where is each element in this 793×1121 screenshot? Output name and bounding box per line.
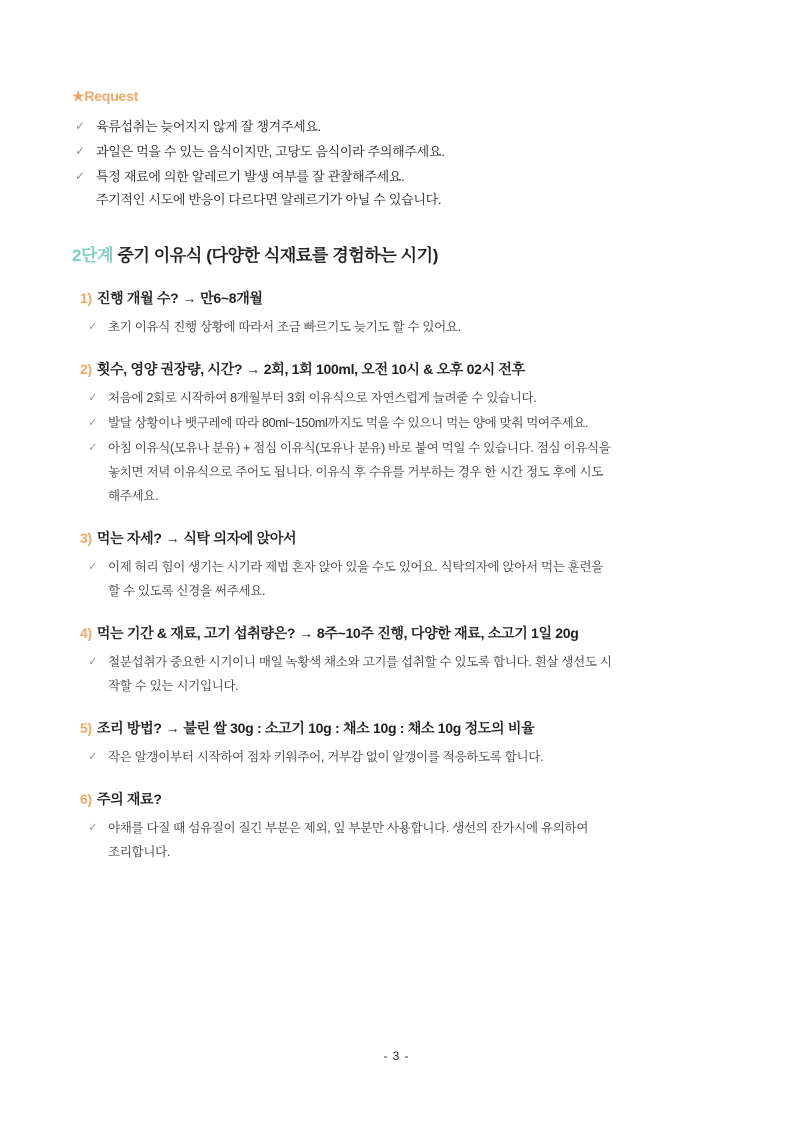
qa-answer-text: 2회, 1회 100ml, 오전 10시 & 오후 02시 전후 xyxy=(263,361,525,377)
list-item-text: 작은 알갱이부터 시작하여 점차 키워주어, 거부감 없이 알갱이를 적응하도록 합니다. xyxy=(108,750,544,764)
qa-question-text: 진행 개월 수? xyxy=(96,290,179,306)
qa-answer-text: 불린 쌀 30g : 소고기 10g : 채소 10g : 채소 10g 정도의 비율 xyxy=(183,720,535,736)
arrow-icon: → xyxy=(299,625,313,641)
list-item-text: 처음에 2회로 시작하여 8개월부터 3회 이유식으로 자연스럽게 늘려줄 수 있습니다. xyxy=(108,391,537,405)
check-icon: ✓ xyxy=(88,561,98,573)
list-item-text: 초기 이유식 진행 상황에 따라서 조금 빠르기도 늦기도 할 수 있어요. xyxy=(108,320,461,334)
qa-sublist xyxy=(72,555,721,603)
qa-answer-text: 만6~8개월 xyxy=(200,290,263,306)
qa-number: 2) xyxy=(80,361,92,377)
list-item xyxy=(86,745,721,769)
qa-question-text: 조리 방법? xyxy=(96,720,162,736)
check-icon: ✓ xyxy=(88,822,98,834)
qa-block-2 xyxy=(72,359,721,508)
qa-block-3 xyxy=(72,528,721,603)
list-item-text-continuation: 할 수 있도록 신경을 써주세요. xyxy=(108,584,266,598)
qa-question xyxy=(72,789,721,809)
arrow-icon: → xyxy=(246,361,260,377)
qa-number: 6) xyxy=(80,791,92,807)
request-section xyxy=(72,88,721,211)
qa-question xyxy=(72,288,721,308)
check-icon: ✓ xyxy=(75,169,85,183)
check-icon: ✓ xyxy=(75,144,85,158)
list-item xyxy=(86,436,721,508)
qa-number: 4) xyxy=(80,625,92,641)
check-icon: ✓ xyxy=(75,119,85,133)
check-icon: ✓ xyxy=(88,656,98,668)
arrow-icon: → xyxy=(165,530,180,546)
list-item-text: 철분섭취가 중요한 시기이니 매일 녹황색 채소와 고기를 섭취할 수 있도록 합니다. 흰살 생선도 시 xyxy=(108,655,612,669)
qa-question xyxy=(72,718,721,738)
list-item-text: 과일은 먹을 수 있는 음식이지만, 고당도 음식이라 주의해주세요. xyxy=(96,144,445,159)
request-section-title: ★Request xyxy=(72,88,139,104)
list-item-text: 야채를 다질 때 섬유질이 질긴 부분은 제외, 잎 부분만 사용합니다. 생선의 잔가시에 유의하여 xyxy=(108,821,589,835)
request-list xyxy=(72,115,721,211)
qa-number: 1) xyxy=(80,290,92,306)
arrow-icon: → xyxy=(165,720,180,736)
qa-sublist xyxy=(72,745,721,769)
list-item xyxy=(86,816,721,864)
check-icon: ✓ xyxy=(88,321,98,333)
list-item xyxy=(86,411,721,435)
list-item-text: 발달 상황이나 뱃구레에 따라 80ml~150ml까지도 먹을 수 있으니 먹는 양에 맞춰 먹여주세요. xyxy=(108,416,589,430)
qa-block-1 xyxy=(72,288,721,339)
qa-sublist xyxy=(72,650,721,698)
qa-sublist xyxy=(72,315,721,339)
qa-question-text: 주의 재료? xyxy=(96,791,162,807)
step-title: 중기 이유식 (다양한 식재료를 경험하는 시기) xyxy=(113,246,438,265)
qa-question xyxy=(72,623,721,643)
list-item xyxy=(72,165,721,211)
list-item-text-continuation-2: 해주세요. xyxy=(108,489,159,503)
list-item xyxy=(86,386,721,410)
list-item xyxy=(72,140,721,163)
page-number: - 3 - xyxy=(383,1049,410,1063)
qa-block-5 xyxy=(72,718,721,769)
qa-sublist xyxy=(72,386,721,508)
list-item xyxy=(86,555,721,603)
qa-number: 3) xyxy=(80,530,92,546)
step-heading xyxy=(72,241,721,266)
qa-block-4 xyxy=(72,623,721,698)
qa-number: 5) xyxy=(80,720,92,736)
list-item-text-continuation: 조리합니다. xyxy=(108,845,171,859)
list-item-text-continuation: 작할 수 있는 시기입니다. xyxy=(108,679,239,693)
qa-question-text: 먹는 자세? xyxy=(96,530,162,546)
list-item-text-continuation: 주기적인 시도에 반응이 다르다면 알레르기가 아닐 수 있습니다. xyxy=(96,192,442,207)
qa-question-text: 먹는 기간 & 재료, 고기 섭취량은? xyxy=(96,625,296,641)
qa-block-6 xyxy=(72,789,721,864)
list-item xyxy=(86,650,721,698)
list-item xyxy=(86,315,721,339)
check-icon: ✓ xyxy=(88,417,98,429)
qa-sublist xyxy=(72,816,721,864)
list-item-text: 특정 재료에 의한 알레르기 발생 여부를 잘 관찰해주세요. xyxy=(96,169,405,184)
qa-question-text: 횟수, 영양 권장량, 시간? xyxy=(96,361,243,377)
qa-question xyxy=(72,359,721,379)
list-item-text: 육류섭취는 늦어지지 않게 잘 챙겨주세요. xyxy=(96,119,321,134)
list-item-text: 아침 이유식(모유나 분유) + 점심 이유식(모유나 분유) 바로 붙여 먹일 수 있습니다. 점심 이유식을 xyxy=(108,441,611,455)
step-number-label: 2단계 xyxy=(72,246,114,265)
check-icon: ✓ xyxy=(88,392,98,404)
list-item xyxy=(72,115,721,138)
list-item-text-continuation: 놓치면 저녁 이유식으로 주어도 됩니다. 이유식 후 수유를 거부하는 경우 한 시간 정도 후에 시도 xyxy=(108,465,604,479)
check-icon: ✓ xyxy=(88,751,98,763)
list-item-text: 이제 허리 힘이 생기는 시기라 제법 혼자 앉아 있을 수도 있어요. 식탁의자에 앉아서 먹는 훈련을 xyxy=(108,560,604,574)
qa-answer-text: 8주~10주 진행, 다양한 재료, 소고기 1일 20g xyxy=(316,625,579,641)
qa-answer-text: 식탁 의자에 앉아서 xyxy=(183,530,297,546)
qa-question xyxy=(72,528,721,548)
check-icon: ✓ xyxy=(88,442,98,454)
arrow-icon: → xyxy=(182,290,197,306)
